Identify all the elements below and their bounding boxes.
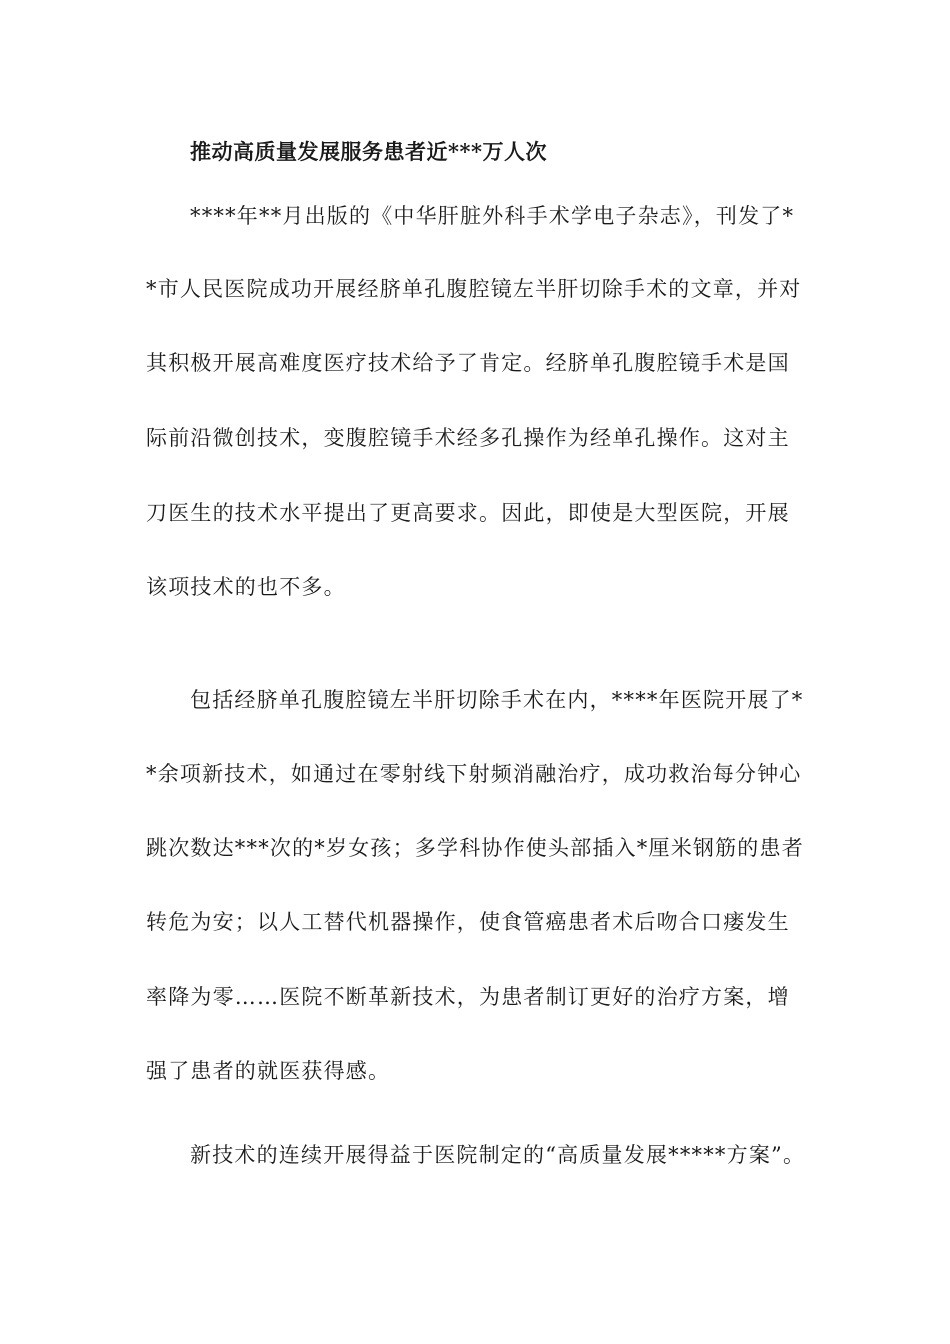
paragraph-1-line-4: 际前沿微创技术，变腹腔镜手术经多孔操作为经单孔操作。这对主 <box>146 426 790 450</box>
document-title: 推动高质量发展服务患者近***万人次 <box>190 139 547 164</box>
paragraph-1-line-1: ****年**月出版的《中华肝脏外科手术学电子杂志》，刊发了* <box>190 204 795 228</box>
paragraph-1-line-3: 其积极开展高难度医疗技术给予了肯定。经脐单孔腹腔镜手术是国 <box>146 351 790 375</box>
paragraph-1-line-5: 刀医生的技术水平提出了更高要求。因此，即使是大型医院，开展 <box>146 501 790 525</box>
paragraph-3-line-1: 新技术的连续开展得益于医院制定的“高质量发展*****方案”。 <box>190 1143 806 1167</box>
paragraph-2-line-1: 包括经脐单孔腹腔镜左半肝切除手术在内，****年医院开展了* <box>190 688 804 712</box>
paragraph-2-line-6: 强了患者的就医获得感。 <box>146 1059 391 1083</box>
paragraph-2-line-5: 率降为零……医院不断革新技术，为患者制订更好的治疗方案，增 <box>146 985 790 1009</box>
paragraph-2-line-4: 转危为安；以人工替代机器操作，使食管癌患者术后吻合口瘘发生 <box>146 910 790 934</box>
paragraph-1-line-6: 该项技术的也不多。 <box>146 575 346 599</box>
paragraph-1-line-2: *市人民医院成功开展经脐单孔腹腔镜左半肝切除手术的文章，并对 <box>146 277 802 301</box>
paragraph-2-line-3: 跳次数达***次的*岁女孩；多学科协作使头部插入*厘米钢筋的患者 <box>146 836 804 860</box>
paragraph-2-line-2: *余项新技术，如通过在零射线下射频消融治疗，成功救治每分钟心 <box>146 762 802 786</box>
